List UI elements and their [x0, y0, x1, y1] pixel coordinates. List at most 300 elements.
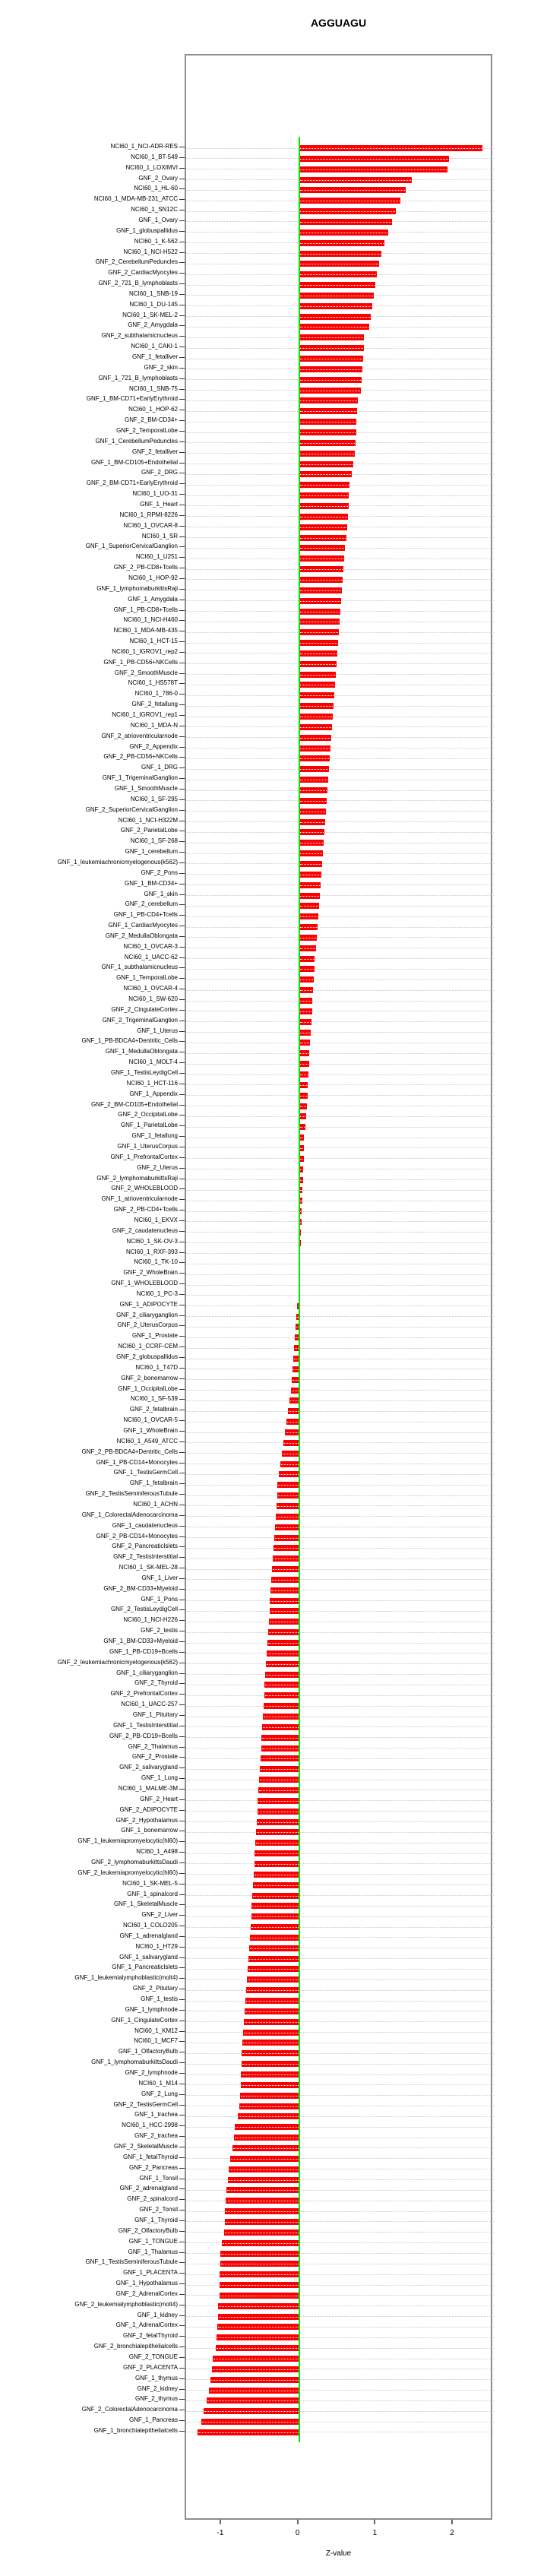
category-label: GNF_2_BM-CD33+Myeloid — [103, 1584, 178, 1592]
row-gridline — [186, 1906, 494, 1907]
category-label: NCI60_1_OVCAR-3 — [123, 942, 178, 950]
row-tick — [179, 2231, 185, 2232]
category-label: GNF_1_OlfactoryBulb — [118, 2048, 178, 2055]
category-label: GNF_1_cerebellum — [125, 848, 178, 856]
bar-grid-dots — [300, 159, 448, 160]
bar — [255, 1861, 299, 1867]
category-label: GNF_2_atrioventricularnode — [101, 732, 178, 739]
category-label: GNF_1_WHOLEBLOOD — [111, 1280, 178, 1287]
row-gridline — [186, 1495, 494, 1496]
row-gridline — [186, 1001, 494, 1002]
bar — [299, 935, 317, 941]
bar — [241, 2071, 299, 2078]
row-gridline — [186, 769, 494, 770]
row-tick — [179, 2115, 185, 2116]
row-tick — [179, 841, 185, 842]
row-tick — [179, 2199, 185, 2200]
row-tick — [179, 2041, 185, 2042]
category-label: NCI60_1_SNB-19 — [128, 290, 178, 297]
row-gridline — [186, 1190, 494, 1191]
row-tick — [179, 1515, 185, 1516]
bar-grid-dots — [254, 1885, 299, 1886]
bar-grid-dots — [300, 285, 375, 286]
row-tick — [179, 1125, 185, 1126]
bar — [299, 850, 323, 856]
row-tick — [179, 2357, 185, 2358]
bar-grid-dots — [300, 254, 381, 255]
bar-grid-dots — [300, 643, 337, 644]
bar — [225, 2219, 299, 2225]
row-tick — [179, 357, 185, 358]
bar-grid-dots — [211, 2380, 299, 2381]
row-gridline — [186, 1337, 494, 1338]
row-tick — [179, 315, 185, 316]
bar — [270, 1598, 299, 1604]
bar — [299, 1124, 305, 1130]
bar-grid-dots — [300, 432, 356, 433]
category-label: GNF_2_Prostate — [131, 1753, 178, 1761]
row-gridline — [186, 1600, 494, 1601]
bar-grid-dots — [239, 2116, 298, 2117]
row-gridline — [186, 663, 494, 664]
bar-grid-dots — [300, 1222, 301, 1223]
bar — [299, 640, 338, 646]
bar-grid-dots — [300, 148, 482, 149]
category-label: GNF_1_TrigeminalGanglion — [102, 774, 178, 782]
bar-grid-dots — [300, 790, 327, 791]
bar-grid-dots — [218, 2327, 299, 2328]
row-tick — [179, 1694, 185, 1695]
category-label: GNF_1_PB-CD8+Tcells — [113, 606, 178, 613]
bar — [271, 1577, 299, 1583]
category-label: NCI60_1_HT29 — [135, 1942, 178, 1950]
row-tick — [179, 231, 185, 232]
bar-grid-dots — [267, 1664, 299, 1665]
bar — [299, 966, 315, 972]
row-gridline — [186, 1116, 494, 1117]
bar-grid-dots — [241, 2096, 298, 2097]
bar — [299, 903, 319, 909]
bar — [299, 524, 347, 530]
bar — [299, 356, 363, 362]
bar — [253, 1882, 299, 1888]
bar — [213, 2356, 299, 2362]
bar-grid-dots — [213, 2369, 299, 2370]
row-tick — [179, 1336, 185, 1337]
bar — [242, 2050, 299, 2056]
bar — [299, 145, 482, 151]
category-label: GNF_1_TestisInterstitial — [113, 1721, 178, 1729]
bar-grid-dots — [300, 337, 363, 338]
row-tick — [179, 378, 185, 379]
bar — [299, 545, 346, 551]
row-tick — [179, 2094, 185, 2095]
category-label: GNF_2_fetalbrain — [129, 1406, 178, 1413]
row-tick — [179, 2157, 185, 2158]
row-tick — [179, 704, 185, 705]
row-tick — [179, 1747, 185, 1748]
bar-grid-dots — [248, 1969, 299, 1970]
category-label: GNF_2_leukemialymphoblastic(molt4) — [74, 2300, 178, 2308]
row-tick — [179, 220, 185, 221]
bar-grid-dots — [300, 979, 313, 980]
category-label: GNF_1_ciliaryganglion — [116, 1669, 178, 1676]
row-gridline — [186, 1253, 494, 1254]
row-gridline — [186, 2084, 494, 2085]
category-label: NCI60_1_HOP-62 — [128, 406, 178, 413]
category-label: GNF_1_fetalbrain — [129, 1479, 178, 1487]
bar — [265, 1672, 299, 1678]
row-tick — [179, 1810, 185, 1811]
category-label: GNF_1_DRG — [141, 764, 178, 771]
bar — [299, 177, 412, 183]
row-tick — [179, 2105, 185, 2106]
category-label: NCI60_1_UACC-62 — [124, 953, 178, 960]
bar-grid-dots — [300, 1211, 301, 1212]
category-label: NCI60_1_UACC-257 — [121, 1701, 178, 1708]
category-label: GNF_1_BM-CD34+ — [124, 879, 178, 887]
bar-grid-dots — [270, 1611, 299, 1612]
category-label: GNF_1_trachea — [134, 2111, 178, 2119]
bar-grid-dots — [272, 1580, 299, 1581]
category-label: GNF_2_DRG — [141, 469, 178, 476]
row-tick — [179, 452, 185, 453]
bar-grid-dots — [300, 1074, 308, 1075]
bar-grid-dots — [300, 464, 353, 465]
row-gridline — [186, 1653, 494, 1654]
category-label: GNF_2_UterusCorpus — [117, 1321, 178, 1329]
row-gridline — [186, 1295, 494, 1296]
bar — [268, 1629, 299, 1635]
bar-grid-dots — [245, 2011, 299, 2012]
bar — [299, 755, 330, 761]
row-tick — [179, 441, 185, 442]
bar — [257, 1819, 299, 1825]
bar — [264, 1682, 299, 1688]
bar — [299, 156, 449, 162]
category-label: GNF_1_caudatenucleus — [112, 1521, 178, 1529]
bar — [299, 840, 324, 846]
bar — [299, 1082, 308, 1088]
bar-grid-dots — [271, 1590, 298, 1591]
bar-grid-dots — [242, 2053, 299, 2054]
row-tick — [179, 1947, 185, 1948]
bar-grid-dots — [266, 1675, 299, 1676]
row-tick — [179, 799, 185, 800]
category-label: NCI60_1_HCT-15 — [129, 638, 178, 645]
category-label: NCI60_1_OVCAR-4 — [123, 985, 178, 992]
plot-area — [185, 54, 492, 2520]
bar — [220, 2251, 299, 2257]
bar-grid-dots — [300, 1169, 302, 1170]
bar — [220, 2293, 299, 2299]
row-gridline — [186, 853, 494, 854]
bar — [260, 1766, 299, 1772]
row-tick — [179, 2125, 185, 2126]
row-tick — [179, 610, 185, 611]
category-label: GNF_1_CardiacMyocytes — [108, 922, 178, 929]
category-label: GNF_2_Ovary — [138, 174, 178, 182]
bar — [299, 293, 375, 299]
category-label: GNF_2_Pancreas — [128, 2163, 178, 2171]
row-gridline — [186, 1179, 494, 1180]
row-tick — [179, 652, 185, 653]
category-label: GNF_2_fetalThyroid — [122, 2332, 178, 2340]
bar-grid-dots — [300, 1001, 312, 1002]
category-label: GNF_2_BM-CD71+EarlyErythroid — [86, 479, 178, 487]
bar — [247, 1976, 299, 1983]
bar-grid-dots — [198, 2432, 299, 2433]
row-gridline — [186, 1726, 494, 1727]
bar-grid-dots — [300, 243, 384, 244]
category-label: GNF_1_721_B_lymphoblasts — [98, 374, 178, 381]
row-tick — [179, 1609, 185, 1610]
category-label: GNF_1_WholeBrain — [123, 1427, 178, 1434]
category-label: GNF_1_Pancreas — [128, 2416, 178, 2424]
bar — [299, 809, 326, 815]
bar — [299, 240, 385, 246]
bar-grid-dots — [300, 369, 362, 370]
bar-grid-dots — [300, 1116, 306, 1117]
row-tick — [179, 2136, 185, 2137]
bar — [217, 2334, 299, 2340]
category-label: GNF_2_lymphomaburkittsRaji — [96, 1174, 178, 1182]
row-tick — [179, 463, 185, 464]
bar-grid-dots — [250, 1948, 299, 1949]
row-tick — [179, 2336, 185, 2337]
row-tick — [179, 620, 185, 621]
bar-grid-dots — [300, 485, 349, 486]
category-label: GNF_2_subthalamicnucleus — [101, 332, 178, 340]
row-gridline — [186, 2127, 494, 2128]
category-label: GNF_1_PB-CD56+NKCells — [103, 658, 178, 666]
row-tick — [179, 515, 185, 516]
row-tick — [179, 1283, 185, 1284]
row-tick — [179, 1073, 185, 1074]
category-label: NCI60_1_MOLT-4 — [128, 1059, 178, 1066]
category-label: GNF_1_PB-CD19+Bcells — [109, 1647, 178, 1655]
bar — [299, 587, 342, 593]
category-label: NCI60_1_NCI-H522 — [123, 248, 178, 255]
row-tick — [179, 1294, 185, 1295]
category-label: GNF_2_Thyroid — [134, 1679, 178, 1687]
bar — [229, 2166, 299, 2173]
bar — [216, 2345, 299, 2351]
category-label: GNF_2_Pituitary — [132, 1985, 178, 1992]
bar-grid-dots — [293, 1369, 299, 1370]
row-tick — [179, 1273, 185, 1274]
category-label: NCI60_1_MDA-MB-435 — [113, 627, 178, 635]
bar — [299, 334, 364, 340]
x-tick — [451, 2520, 453, 2524]
category-label: GNF_1_skin — [144, 890, 178, 897]
x-tick — [374, 2520, 375, 2524]
bar-grid-dots — [300, 222, 391, 223]
row-tick — [179, 2062, 185, 2063]
bar-grid-dots — [300, 948, 315, 949]
category-label: GNF_1_TestisGermCell — [113, 1469, 178, 1476]
row-tick — [179, 1325, 185, 1326]
bar-grid-dots — [229, 2169, 299, 2170]
bar — [267, 1640, 299, 1646]
category-label: NCI60_1_HCC-2998 — [122, 2122, 178, 2129]
bar — [299, 1093, 308, 1099]
category-label: NCI60_1_OVCAR-5 — [123, 1416, 178, 1424]
category-label: GNF_1_lymphomaburkittsDaudi — [91, 2059, 178, 2066]
bar — [248, 1966, 299, 1972]
category-label: GNF_1_ADIPOCYTE — [119, 1300, 178, 1308]
row-gridline — [186, 632, 494, 633]
bar — [299, 661, 337, 667]
bar — [299, 872, 321, 878]
bar-grid-dots — [300, 758, 329, 759]
bar-grid-dots — [219, 2317, 299, 2318]
bar — [226, 2187, 299, 2193]
bar-grid-dots — [300, 959, 315, 960]
bar-grid-dots — [300, 1127, 305, 1128]
bar-grid-dots — [300, 1190, 302, 1191]
category-label: GNF_1_Thalamus — [128, 2248, 178, 2255]
category-label: GNF_2_bronchialepithelialcells — [93, 2343, 178, 2350]
category-label: GNF_1_Hypothalamus — [115, 2280, 178, 2287]
row-tick — [179, 1915, 185, 1916]
bar-grid-dots — [264, 1706, 299, 1707]
category-label: GNF_1_BM-CD33+Myeloid — [103, 1638, 178, 1645]
row-tick — [179, 1999, 185, 2000]
bar — [299, 893, 320, 899]
bar — [299, 745, 330, 752]
row-gridline — [186, 1053, 494, 1054]
category-label: GNF_1_SuperiorCervicalGanglion — [85, 543, 178, 550]
bar — [299, 735, 331, 741]
bar — [218, 2314, 299, 2320]
bar — [299, 1113, 307, 1119]
category-label: NCI60_1_NCI-H226 — [123, 1616, 178, 1624]
row-tick — [179, 2031, 185, 2032]
row-tick — [179, 2010, 185, 2011]
category-label: GNF_2_testis — [141, 1627, 178, 1635]
category-label: GNF_2_lymphnode — [125, 2069, 178, 2076]
category-label: GNF_1_leukemialymphoblastic(molt4) — [74, 1974, 178, 1982]
bar — [299, 882, 321, 888]
category-label: GNF_1_kidney — [137, 2311, 178, 2318]
row-gridline — [186, 1832, 494, 1833]
row-tick — [179, 1715, 185, 1716]
bar-grid-dots — [300, 853, 322, 854]
row-tick — [179, 1841, 185, 1842]
bar — [259, 1777, 299, 1783]
bar-grid-dots — [300, 400, 357, 401]
row-tick — [179, 1420, 185, 1421]
row-gridline — [186, 737, 494, 738]
bar — [299, 187, 406, 193]
bar — [299, 198, 400, 204]
bar-grid-dots — [300, 990, 313, 991]
row-gridline — [186, 1095, 494, 1096]
bar — [299, 408, 358, 414]
bar-grid-dots — [300, 211, 395, 212]
row-tick — [179, 1463, 185, 1464]
category-label: GNF_2_SuperiorCervicalGanglion — [85, 805, 178, 813]
bar-grid-dots — [300, 769, 328, 770]
bar-grid-dots — [300, 348, 363, 349]
row-gridline — [186, 1379, 494, 1380]
category-label: GNF_1_Liver — [141, 1574, 178, 1581]
row-tick — [179, 1315, 185, 1316]
bar-grid-dots — [300, 411, 357, 412]
row-tick — [179, 1799, 185, 1800]
row-tick — [179, 967, 185, 968]
bar-grid-dots — [300, 190, 405, 191]
bar — [299, 514, 348, 520]
row-gridline — [186, 1411, 494, 1412]
row-tick — [179, 546, 185, 547]
category-label: GNF_2_OlfactoryBulb — [118, 2226, 178, 2234]
row-tick — [179, 325, 185, 326]
bar — [204, 2408, 299, 2414]
row-tick — [179, 1031, 185, 1032]
bar — [299, 345, 364, 351]
row-tick — [179, 789, 185, 790]
row-gridline — [186, 674, 494, 675]
bar — [212, 2366, 299, 2372]
bar-grid-dots — [227, 2190, 299, 2191]
bar — [299, 377, 362, 383]
bar — [299, 1071, 308, 1078]
row-tick — [179, 1557, 185, 1558]
row-tick — [179, 283, 185, 284]
category-label: NCI60_1_MALME-3M — [118, 1784, 178, 1792]
row-tick — [179, 2283, 185, 2284]
bar-grid-dots — [273, 1569, 299, 1570]
bar — [251, 1913, 299, 1919]
row-gridline — [186, 1327, 494, 1328]
row-gridline — [186, 1064, 494, 1065]
row-tick — [179, 1652, 185, 1653]
row-tick — [179, 1904, 185, 1905]
bar-grid-dots — [300, 1096, 307, 1097]
row-tick — [179, 1105, 185, 1106]
category-label: GNF_1_Prostate — [131, 1332, 178, 1340]
bar — [264, 1692, 299, 1698]
row-gridline — [186, 1643, 494, 1644]
bar — [248, 1956, 299, 1962]
row-tick — [179, 557, 185, 558]
row-gridline — [186, 937, 494, 938]
row-tick — [179, 1252, 185, 1253]
bar-grid-dots — [268, 1643, 299, 1644]
category-label: NCI60_1_RXF-393 — [125, 1248, 178, 1255]
bar-grid-dots — [257, 1832, 299, 1833]
bar — [234, 2135, 299, 2141]
row-tick — [179, 1231, 185, 1232]
category-label: GNF_2_TestisSeminiferousTubule — [85, 1490, 178, 1498]
row-gridline — [186, 1084, 494, 1085]
row-gridline — [186, 1695, 494, 1696]
bar-grid-dots — [300, 180, 411, 181]
row-tick — [179, 1884, 185, 1885]
row-gridline — [186, 1863, 494, 1864]
category-label: GNF_2_ParietalLobe — [120, 827, 178, 834]
category-label: GNF_2_TestisGermCell — [113, 2100, 178, 2108]
row-gridline — [186, 821, 494, 822]
bar — [201, 2419, 299, 2425]
row-gridline — [186, 1990, 494, 1991]
row-tick — [179, 1494, 185, 1495]
row-gridline — [186, 800, 494, 801]
bar-grid-dots — [242, 2085, 299, 2086]
bar-grid-dots — [280, 1474, 299, 1475]
